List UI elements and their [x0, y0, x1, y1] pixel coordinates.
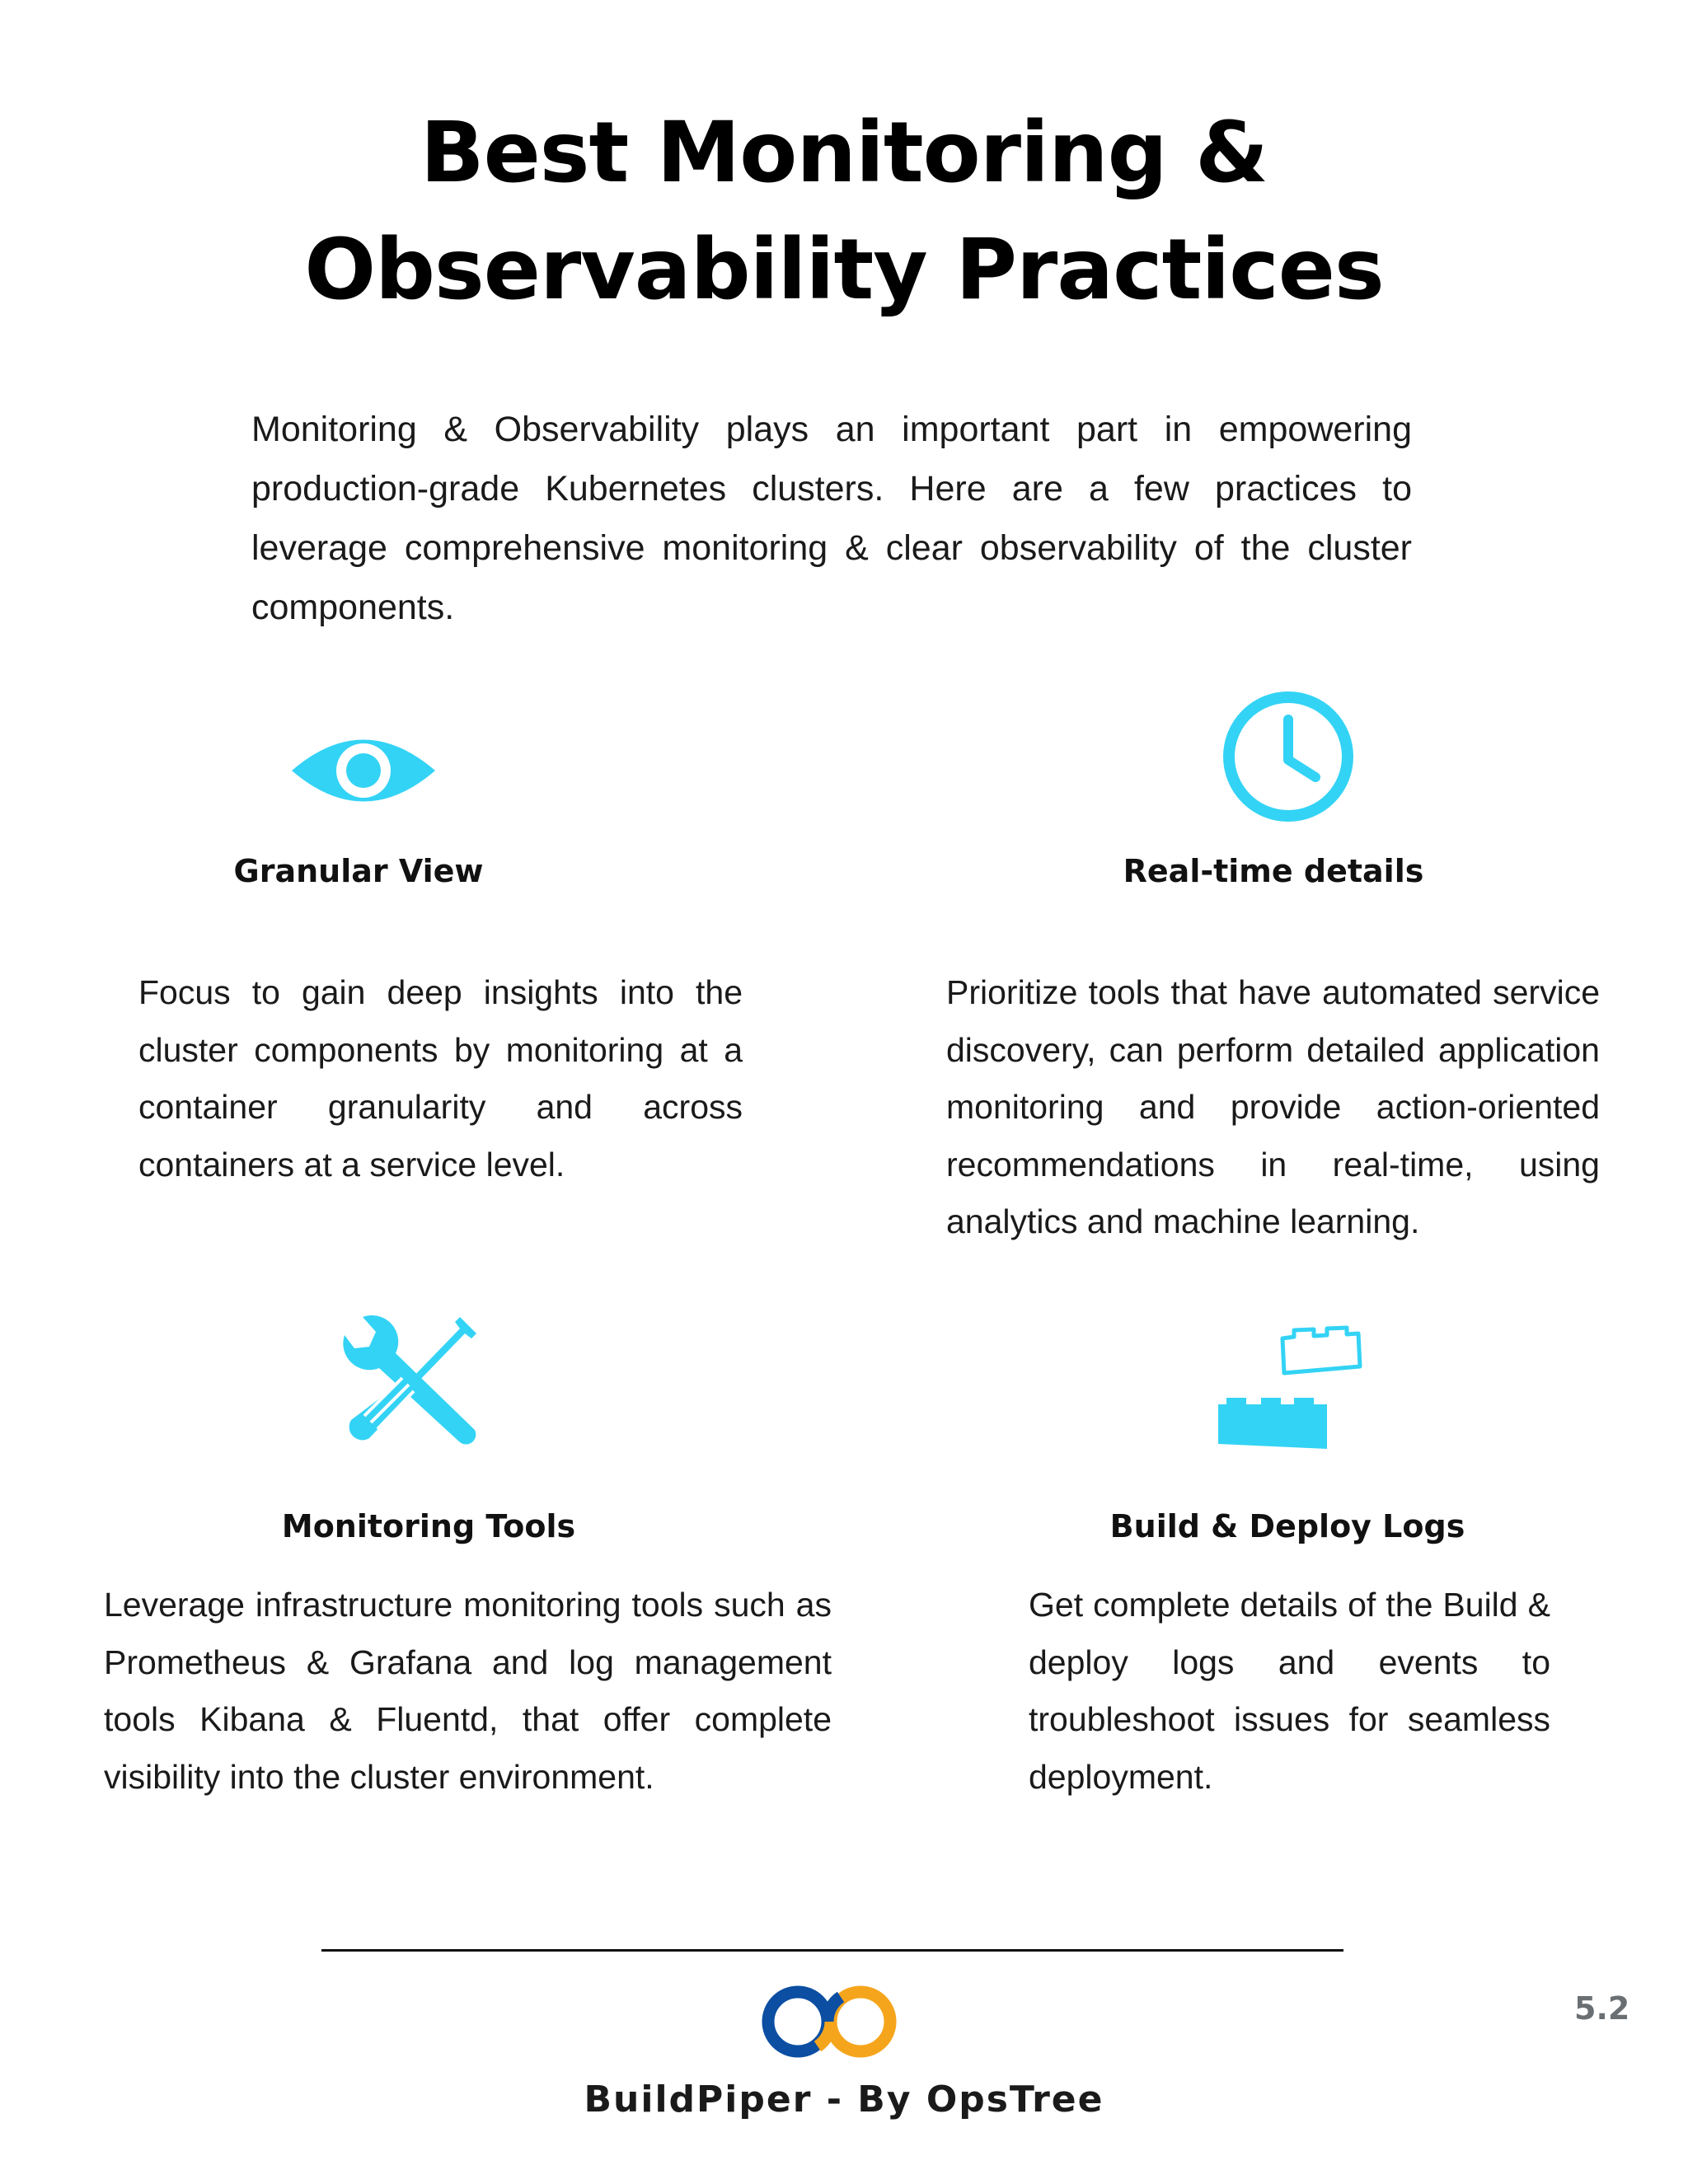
- build-deploy-logs-heading: Build & Deploy Logs: [1109, 1508, 1465, 1544]
- page-title-line-2: Observability Practices: [304, 221, 1384, 319]
- clock-icon: [1221, 690, 1355, 823]
- buildpiper-infinity-logo: [758, 1982, 900, 2061]
- building-blocks-icon: [1212, 1319, 1401, 1455]
- real-time-details-heading: Real-time details: [1123, 853, 1424, 889]
- monitoring-tools-text: Leverage infrastructure monitoring tools such as Prometheus & Grafana and log management tools Kibana & Fluentd, that offer complete visibility into the cluster environment.: [104, 1586, 832, 1796]
- monitoring-tools-heading: Monitoring Tools: [281, 1508, 576, 1544]
- real-time-details-text: Prioritize tools that have automated service discovery, can perform detailed application monitoring and provide action-oriented recommendations in real-time, using analytics and machine learning.: [946, 973, 1600, 1240]
- intro-paragraph: Monitoring & Observability plays an important part in empowering production-grade Kubernetes clusters. Here are a few practices to leverage comprehensive monitoring & clear observability of the cluster components.: [251, 410, 1412, 627]
- brand-name: BuildPiper - By OpsTree: [584, 2079, 1104, 2121]
- wrench-screwdriver-icon: [336, 1310, 485, 1455]
- footer-divider: [321, 1949, 1343, 1952]
- eye-icon: [288, 717, 438, 824]
- granular-view-heading: Granular View: [233, 853, 484, 889]
- page-number: 5.2: [1574, 1990, 1630, 2027]
- build-deploy-logs-text: Get complete details of the Build & deploy logs and events to troubleshoot issues for seamless deployment.: [1029, 1586, 1550, 1796]
- granular-view-text: Focus to gain deep insights into the cluster components by monitoring at a container granularity and across containers at a service level.: [138, 973, 743, 1183]
- page-title: [0, 95, 1688, 329]
- page-title-line-1: Best Monitoring &: [420, 104, 1268, 202]
